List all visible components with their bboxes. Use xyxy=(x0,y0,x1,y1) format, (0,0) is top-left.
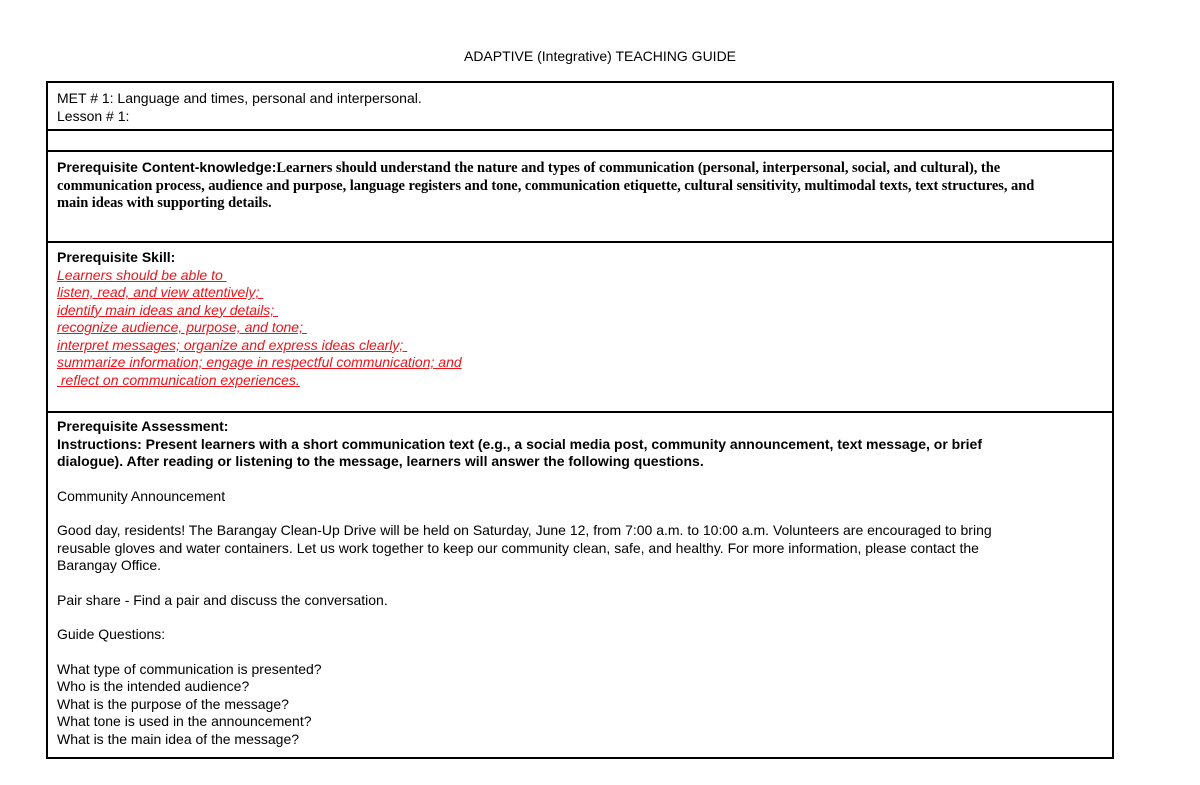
teaching-guide-table xyxy=(46,81,1114,759)
met-row xyxy=(48,83,1112,129)
prerequisite-skill-label: Prerequisite Skill: xyxy=(57,249,176,265)
skill-item: recognize audience, purpose, and tone; xyxy=(57,319,307,335)
prerequisite-skill-row xyxy=(48,241,1112,411)
guide-questions-label: Guide Questions: xyxy=(57,626,166,642)
guide-question: Who is the intended audience? xyxy=(57,678,250,694)
announcement-text: reusable gloves and water containers. Let us work together to keep our community clean, safe, and healthy. For more information, please contact the xyxy=(57,539,979,556)
skill-item: interpret messages; organize and express ideas clearly; xyxy=(57,336,408,353)
prerequisite-assessment-row xyxy=(48,411,1112,757)
announcement-title: Community Announcement xyxy=(57,487,226,504)
guide-question: What type of communication is presented? xyxy=(57,660,322,677)
prerequisite-content-text-3: main ideas with supporting details. xyxy=(57,195,272,211)
guide-question: What is the purpose of the message? xyxy=(57,695,289,712)
guide-question: What is the main idea of the message? xyxy=(57,730,300,747)
prerequisite-assessment-label: Prerequisite Assessment: xyxy=(57,418,229,434)
met-line: MET # 1: Language and times, personal and interpersonal. xyxy=(57,90,422,106)
announcement-text: Good day, residents! The Barangay Clean-Up Drive will be held on Saturday, June 12, from 7:00 a.m. to 10:00 a.m. Volunteers are encouraged to bring xyxy=(57,522,992,538)
prerequisite-content-text-2: communication process, audience and purpose, language registers and tone, communication etiquette, cultural sensitivity, multimodal texts, text structures, and xyxy=(57,177,1035,194)
prerequisite-content-label: Prerequisite Content-knowledge: xyxy=(57,159,277,175)
pair-share-text: Pair share - Find a pair and discuss the conversation. xyxy=(57,591,388,608)
guide-question: What tone is used in the announcement? xyxy=(57,713,312,729)
announcement-text: Barangay Office. xyxy=(57,557,162,573)
skill-item: summarize information; engage in respectful communication; and xyxy=(57,354,462,370)
skill-item: reflect on communication experiences. xyxy=(57,371,300,388)
skill-item: Learners should be able to xyxy=(57,266,227,283)
instructions-line: dialogue). After reading or listening to the message, learners will answer the following questions. xyxy=(57,453,704,469)
skill-item: identify main ideas and key details; xyxy=(57,301,279,318)
instructions-line: Instructions: Present learners with a short communication text (e.g., a social media post, community announcement, text message, or brief xyxy=(57,435,982,452)
skill-item: listen, read, and view attentively; xyxy=(57,284,264,300)
prerequisite-content-row xyxy=(48,150,1112,241)
document-title: ADAPTIVE (Integrative) TEACHING GUIDE xyxy=(463,48,737,64)
blank-row xyxy=(48,129,1112,150)
lesson-line: Lesson # 1: xyxy=(57,107,130,124)
prerequisite-content-text-1: Learners should understand the nature and types of communication (personal, interpersonal, social, and cultural), the xyxy=(276,160,1001,176)
